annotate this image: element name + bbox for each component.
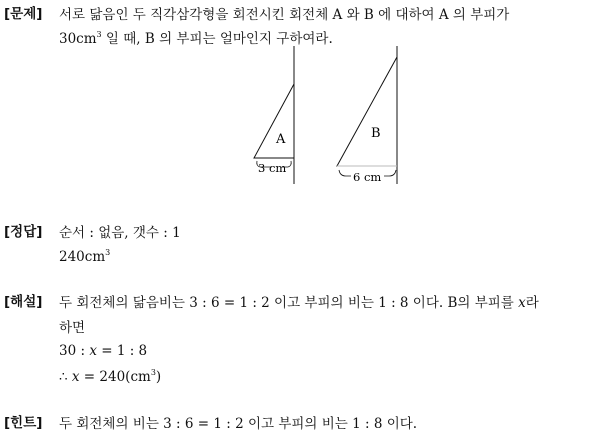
solution-label: [해설] xyxy=(4,294,43,310)
triangle-a xyxy=(254,84,294,158)
solution-line1-text: 두 회전체의 닮음비는 3 : 6 = 1 : 2 이고 부피의 비는 1 : 8 이다. B의 부피를 xyxy=(59,295,519,311)
label-a: A xyxy=(276,132,286,147)
triangle-b xyxy=(337,57,397,166)
answer-line1: 순서 : 없음, 갯수 : 1 xyxy=(59,225,181,241)
hint-line1: 두 회전체의 비는 3 : 6 = 1 : 2 이고 부피의 비는 1 : 8 이다. xyxy=(59,416,418,432)
problem-volume-exponent: 3 xyxy=(96,30,102,39)
problem-volume-value: 30cm xyxy=(59,31,97,47)
rotation-figure xyxy=(0,40,593,240)
answer-exponent: 3 xyxy=(105,248,111,257)
dim-a: 3 cm xyxy=(258,161,287,175)
answer-line2 xyxy=(59,248,110,265)
solution-line4-mid: = 240(cm xyxy=(79,369,151,385)
solution-line4 xyxy=(59,368,161,385)
solution-line2: 하면 xyxy=(59,320,86,336)
solution-var-x: x xyxy=(518,295,526,311)
solution-line3-pre: 30 : xyxy=(59,343,90,359)
solution-line1 xyxy=(59,291,539,311)
therefore-symbol: ∴ xyxy=(59,369,72,385)
problem-label: [문제] xyxy=(4,6,43,22)
solution-line4-var: x xyxy=(71,369,80,385)
problem-text-line1: 서로 닮음인 두 직각삼각형을 회전시킨 회전체 A 와 B 에 대하여 A 의 부피가 xyxy=(59,7,510,23)
label-b: B xyxy=(371,126,381,141)
problem-text-line2-rest: 일 때, B 의 부피는 얼마인지 구하여라. xyxy=(101,31,333,47)
answer-label: [정답] xyxy=(4,224,43,240)
solution-line3-var: x xyxy=(89,343,97,359)
solution-line4-exponent: 3 xyxy=(150,368,156,377)
solution-line3 xyxy=(59,343,147,359)
answer-value: 240cm xyxy=(59,249,106,265)
solution-line4-post: ) xyxy=(155,369,162,385)
solution-line1-end: 라 xyxy=(525,295,539,311)
solution-line3-post: = 1 : 8 xyxy=(96,343,148,359)
dim-b: 6 cm xyxy=(353,170,382,184)
hint-label: [힌트] xyxy=(4,415,43,431)
